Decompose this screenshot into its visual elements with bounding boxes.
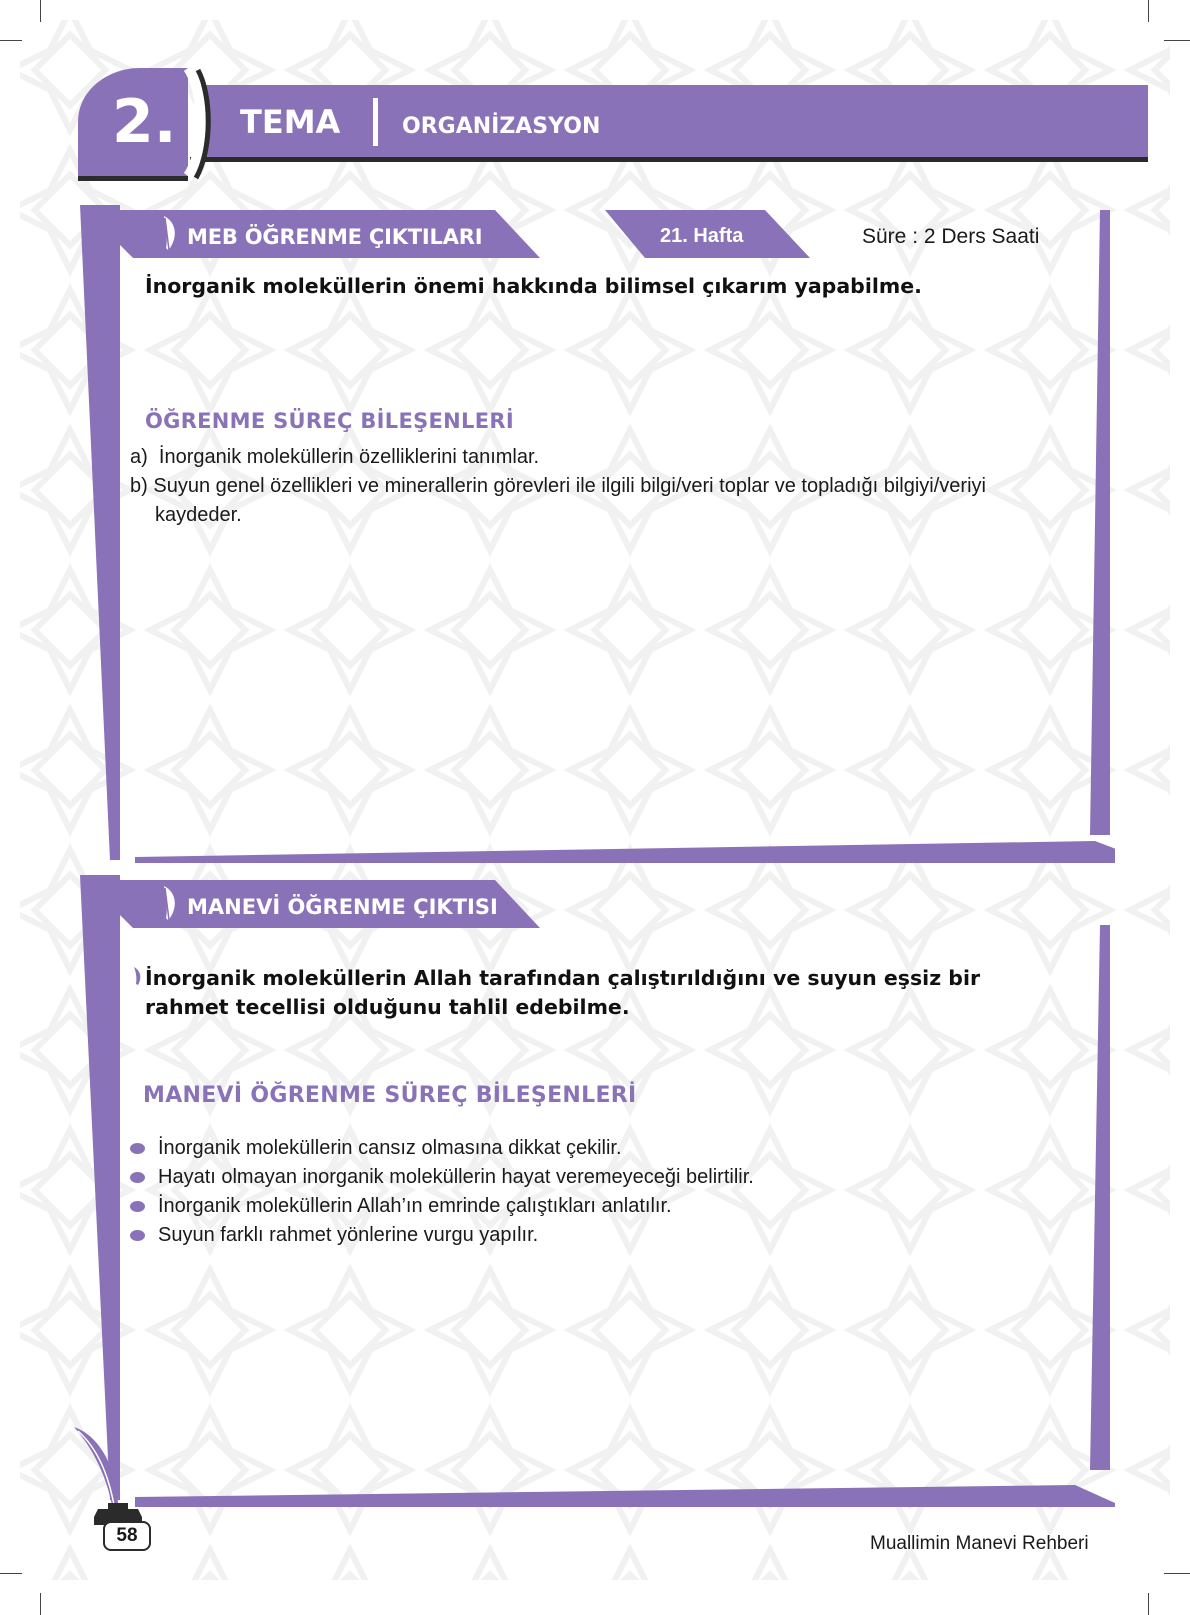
theme-number: 2. xyxy=(112,87,177,157)
duration-label: Süre : 2 Ders Saati xyxy=(862,225,1040,248)
process-item-b-continued: kaydeder. xyxy=(155,504,242,526)
bullet-text: İnorganik moleküllerin cansız olmasına dikkat çekilir. xyxy=(158,1136,622,1159)
bullet-text: Hayatı olmayan inorganik moleküllerin hayat veremeyeceği belirtilir. xyxy=(158,1165,754,1188)
meb-section-title: MEB ÖĞRENME ÇIKTILARI xyxy=(187,225,483,249)
week-label: 21. Hafta xyxy=(660,225,744,247)
crop-mark xyxy=(0,1573,22,1574)
bullet-text: İnorganik moleküllerin Allah’ın emrinde çalıştıkları anlatılır. xyxy=(158,1194,672,1217)
manevi-section-title: MANEVİ ÖĞRENME ÇIKTISI xyxy=(187,895,498,919)
bullet-text: Suyun farklı rahmet yönlerine vurgu yapılır. xyxy=(158,1223,539,1246)
process-item-b xyxy=(130,472,986,500)
crop-mark xyxy=(40,0,41,22)
manevi-outcome-line2: rahmet tecellisi olduğunu tahlil edebilme. xyxy=(145,995,630,1019)
bullet-icon xyxy=(130,1172,145,1183)
list-item xyxy=(130,1134,622,1162)
crop-mark xyxy=(1148,1593,1149,1615)
crop-mark xyxy=(0,40,22,41)
list-item xyxy=(130,1192,672,1220)
process-title: ÖĞRENME SÜREÇ BİLEŞENLERİ xyxy=(145,409,514,433)
bullet-icon xyxy=(130,1230,145,1241)
feather-icon xyxy=(160,214,180,252)
meb-outcome: İnorganik moleküllerin önemi hakkında bilimsel çıkarım yapabilme. xyxy=(145,274,922,298)
list-item xyxy=(130,1221,538,1249)
crop-mark xyxy=(1164,40,1190,41)
theme-name: ORGANİZASYON xyxy=(402,114,601,139)
list-item xyxy=(130,1163,754,1191)
theme-label: TEMA xyxy=(240,103,341,141)
bullet-icon xyxy=(130,1143,145,1154)
feather-icon xyxy=(160,884,180,922)
meb-section-frame xyxy=(75,205,1115,865)
header-banner xyxy=(70,62,1150,187)
page-number: 58 xyxy=(103,1521,151,1551)
manevi-outcome-line1: İnorganik moleküllerin Allah tarafından çalıştırıldığını ve suyun eşsiz bir xyxy=(145,966,981,990)
book-title: Muallimin Manevi Rehberi xyxy=(870,1533,1089,1554)
item-marker: a) xyxy=(130,446,148,468)
process-item-a xyxy=(130,443,539,471)
crop-mark xyxy=(1148,0,1149,22)
bullet-icon xyxy=(130,1201,145,1212)
item-text: Suyun genel özellikleri ve minerallerin görevleri ile ilgili bilgi/veri toplar ve topladığı bilgiyi/veriyi xyxy=(153,475,986,497)
manevi-process-title: MANEVİ ÖĞRENME SÜREÇ BİLEŞENLERİ xyxy=(143,1083,637,1108)
header-divider xyxy=(373,98,378,146)
crop-mark xyxy=(1164,1573,1190,1574)
item-text: İnorganik moleküllerin özelliklerini tanımlar. xyxy=(158,446,540,468)
item-marker: b) xyxy=(130,475,148,497)
feather-icon xyxy=(133,966,143,986)
crop-mark xyxy=(40,1593,41,1615)
